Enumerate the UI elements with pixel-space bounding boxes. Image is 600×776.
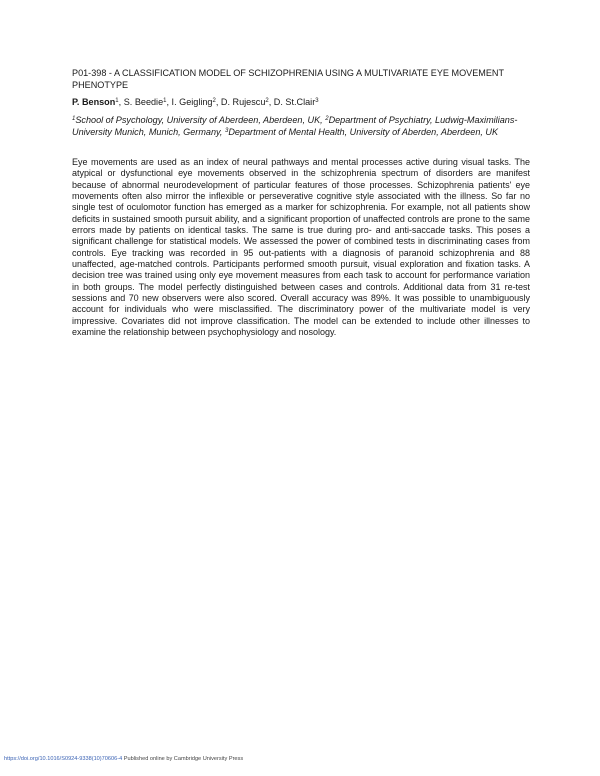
author-sup: 2 xyxy=(212,98,216,104)
author-sup: 1 xyxy=(115,98,119,104)
paper-title: P01-398 - A CLASSIFICATION MODEL OF SCHIZOPHRENIA USING A MULTIVARIATE EYE MOVEMENT PHENOTYPE xyxy=(72,68,504,90)
author-sup: 1 xyxy=(163,98,167,104)
author-sup: 3 xyxy=(315,98,319,104)
abstract-body: Eye movements are used as an index of neural pathways and mental processes active during visual tasks. The atypical or dysfunctional eye movements observed in the schizophrenia spectrum of disorders are manifest because of abnormal neurodevelopment of particular features of those processes. Schizophrenia patients' eye movements often also mirror the inflexible or perseverative cognitive style associated with the illness. So far no single test of oculomotor function has emerged as a marker for schizophrenia. For example, not all patients show deficits in sustained smooth pursuit ability, and a significant proportion of unaffected controls are prone to the same errors made by patients on identical tasks. The same is true during pro- and anti-saccade tasks. This poses a significant challenge for statistical models. We assessed the power of combined tests in discriminating cases from controls. Eye tracking was recorded in 95 out-patients with a diagnosis of paranoid schizophrenia and 88 unaffected, age-matched controls. Participants performed smooth pursuit, visual exploration and fixation tasks. A decision tree was trained using only eye movement measures from each task to account for performance variation in both groups. The model perfectly distinguished between cases and controls. Additional data from 31 re-test sessions and 70 new observers were also scored. Overall accuracy was 89%. It was possible to unambiguously account for individuals who were misclassified. The discriminatory power of the multivariate model is very impressive. Covariates did not improve classification. The model can be extended to include other illnesses to examine the relationship between psychophysiology and nosology. xyxy=(72,157,530,338)
author-sup: 2 xyxy=(265,98,269,104)
affiliation-list xyxy=(72,115,538,138)
author-list: P. Benson$^1$, S. Beedie$^1$, I. Geigling$^2$, D. Rujescu$^2$, D. St.Clair$^3$ xyxy=(72,97,319,107)
doi-link[interactable]: https://doi.org/10.1016/S0924-9338(10)70606-4 xyxy=(4,756,123,762)
affiliation: School of Psychology, University of Aberdeen, Aberdeen, UK, xyxy=(75,115,326,125)
affiliation-sup: 1 xyxy=(72,116,76,122)
author-name: P. Benson xyxy=(72,97,116,107)
affiliation-sup: 2 xyxy=(325,116,329,122)
author-name: D. Rujescu xyxy=(220,97,266,107)
affiliation-sup: 3 xyxy=(224,127,229,134)
author-name: S. Beedie xyxy=(123,97,164,107)
publisher-note: Published online by Cambridge University Press xyxy=(122,756,244,762)
footer xyxy=(4,755,243,763)
affiliation: Department of Psychiatry, Ludwig-Maximilians-University Munich, Munich, Germany, xyxy=(72,115,518,137)
author-name: D. St.Clair xyxy=(273,97,316,107)
author-name: I. Geigling xyxy=(171,97,213,107)
affiliation: Department of Mental Health, University of Aberden, Aberdeen, UK xyxy=(228,126,499,137)
